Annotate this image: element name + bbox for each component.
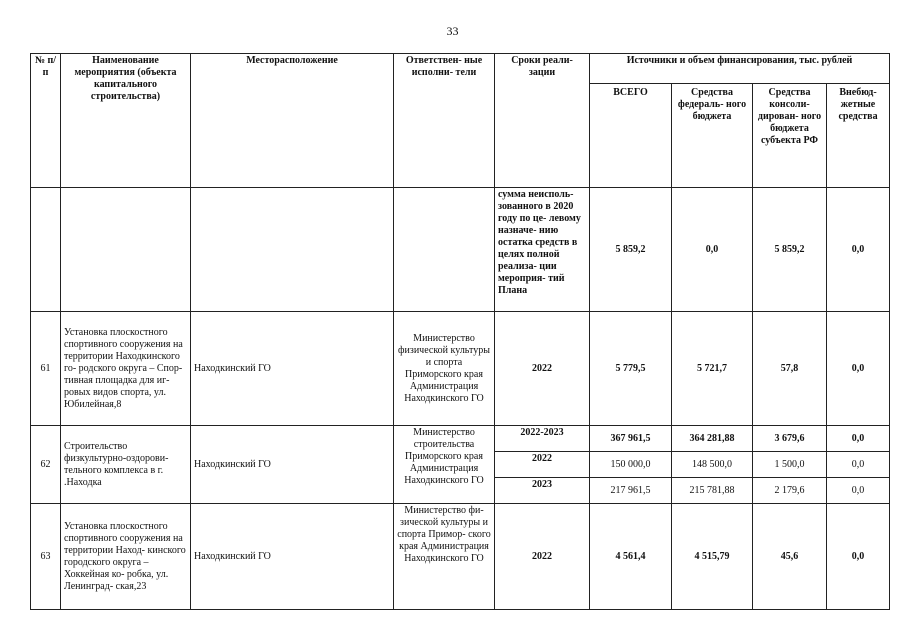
- header-name: Наименование мероприятия (объекта капитального строительства): [61, 54, 191, 188]
- row-executors: Министерство строительства Приморского края Администрация Находкинского ГО: [394, 426, 495, 504]
- federal-value: 148 500,0: [672, 452, 753, 478]
- header-total: ВСЕГО: [590, 84, 672, 188]
- header-num: № п/ п: [31, 54, 61, 188]
- table-row-carryover: [31, 188, 890, 312]
- header-row-1: [31, 54, 890, 84]
- total-value: 217 961,5: [590, 478, 672, 504]
- row-location: Находкинский ГО: [191, 504, 394, 610]
- extra-value: 0,0: [827, 504, 890, 610]
- header-extra: Внебюд- жетные средства: [827, 84, 890, 188]
- header-executors: Ответствен- ные исполни- тели: [394, 54, 495, 188]
- empty-cell: [61, 188, 191, 312]
- row-num: 62: [31, 426, 61, 504]
- row-location: Находкинский ГО: [191, 426, 394, 504]
- consolidated-value: 57,8: [753, 312, 827, 426]
- consolidated-value: 5 859,2: [753, 188, 827, 312]
- extra-value: 0,0: [827, 452, 890, 478]
- header-consolidated: Средства консоли- дирован- ного бюджета субъекта РФ: [753, 84, 827, 188]
- row-num: 61: [31, 312, 61, 426]
- row-num: 63: [31, 504, 61, 610]
- consolidated-value: 2 179,6: [753, 478, 827, 504]
- federal-value: 215 781,88: [672, 478, 753, 504]
- consolidated-value: 1 500,0: [753, 452, 827, 478]
- total-value: 4 561,4: [590, 504, 672, 610]
- row-name: Строительство физкультурно-оздорови- тельного комплекса в г. .Находка: [61, 426, 191, 504]
- header-federal: Средства федераль- ного бюджета: [672, 84, 753, 188]
- empty-cell: [191, 188, 394, 312]
- page-number: 33: [446, 24, 459, 38]
- extra-value: 0,0: [827, 478, 890, 504]
- row-location: Находкинский ГО: [191, 312, 394, 426]
- row-executors: Министерство фи- зической культуры и спорта Примор- ского края Администрация Находкинского ГО: [394, 504, 495, 610]
- table-row-63: [31, 504, 890, 610]
- empty-cell: [394, 188, 495, 312]
- header-sources: Источники и объем финансирования, тыс. рублей: [590, 54, 890, 84]
- row-term: 2022-2023: [495, 426, 590, 452]
- row-term: 2022: [495, 504, 590, 610]
- extra-value: 0,0: [827, 312, 890, 426]
- consolidated-value: 3 679,6: [753, 426, 827, 452]
- extra-value: 0,0: [827, 426, 890, 452]
- header-location: Месторасположение: [191, 54, 394, 188]
- extra-value: 0,0: [827, 188, 890, 312]
- empty-cell: [31, 188, 61, 312]
- federal-value: 5 721,7: [672, 312, 753, 426]
- federal-value: 4 515,79: [672, 504, 753, 610]
- consolidated-value: 45,6: [753, 504, 827, 610]
- total-value: 150 000,0: [590, 452, 672, 478]
- row-term: 2023: [495, 478, 590, 504]
- row-executors: Министерство физической культуры и спорта Приморского края Администрация Находкинского ГО: [394, 312, 495, 426]
- total-value: 367 961,5: [590, 426, 672, 452]
- header-terms: Сроки реали- зации: [495, 54, 590, 188]
- financing-table: [30, 53, 890, 610]
- row-term: 2022: [495, 312, 590, 426]
- total-value: 5 779,5: [590, 312, 672, 426]
- term-note: сумма неисполь- зованного в 2020 году по це- левому назначе- нию остатка средств в целях полной реализа- ции мероприя- тий Плана: [495, 188, 590, 312]
- row-name: Установка плоскостного спортивного сооружения на территории Наход- кинского городского округа – Хоккейная ко- робка, ул. Ленинград- ская,23: [61, 504, 191, 610]
- row-name: Установка плоскостного спортивного сооружения на территории Находкинского го- родского округа – Спор- тивная площадка для иг- ровых видов спорта, ул. Юбилейная,8: [61, 312, 191, 426]
- table-row-62: [31, 426, 890, 452]
- row-term: 2022: [495, 452, 590, 478]
- total-value: 5 859,2: [590, 188, 672, 312]
- table-row-61: [31, 312, 890, 426]
- federal-value: 0,0: [672, 188, 753, 312]
- federal-value: 364 281,88: [672, 426, 753, 452]
